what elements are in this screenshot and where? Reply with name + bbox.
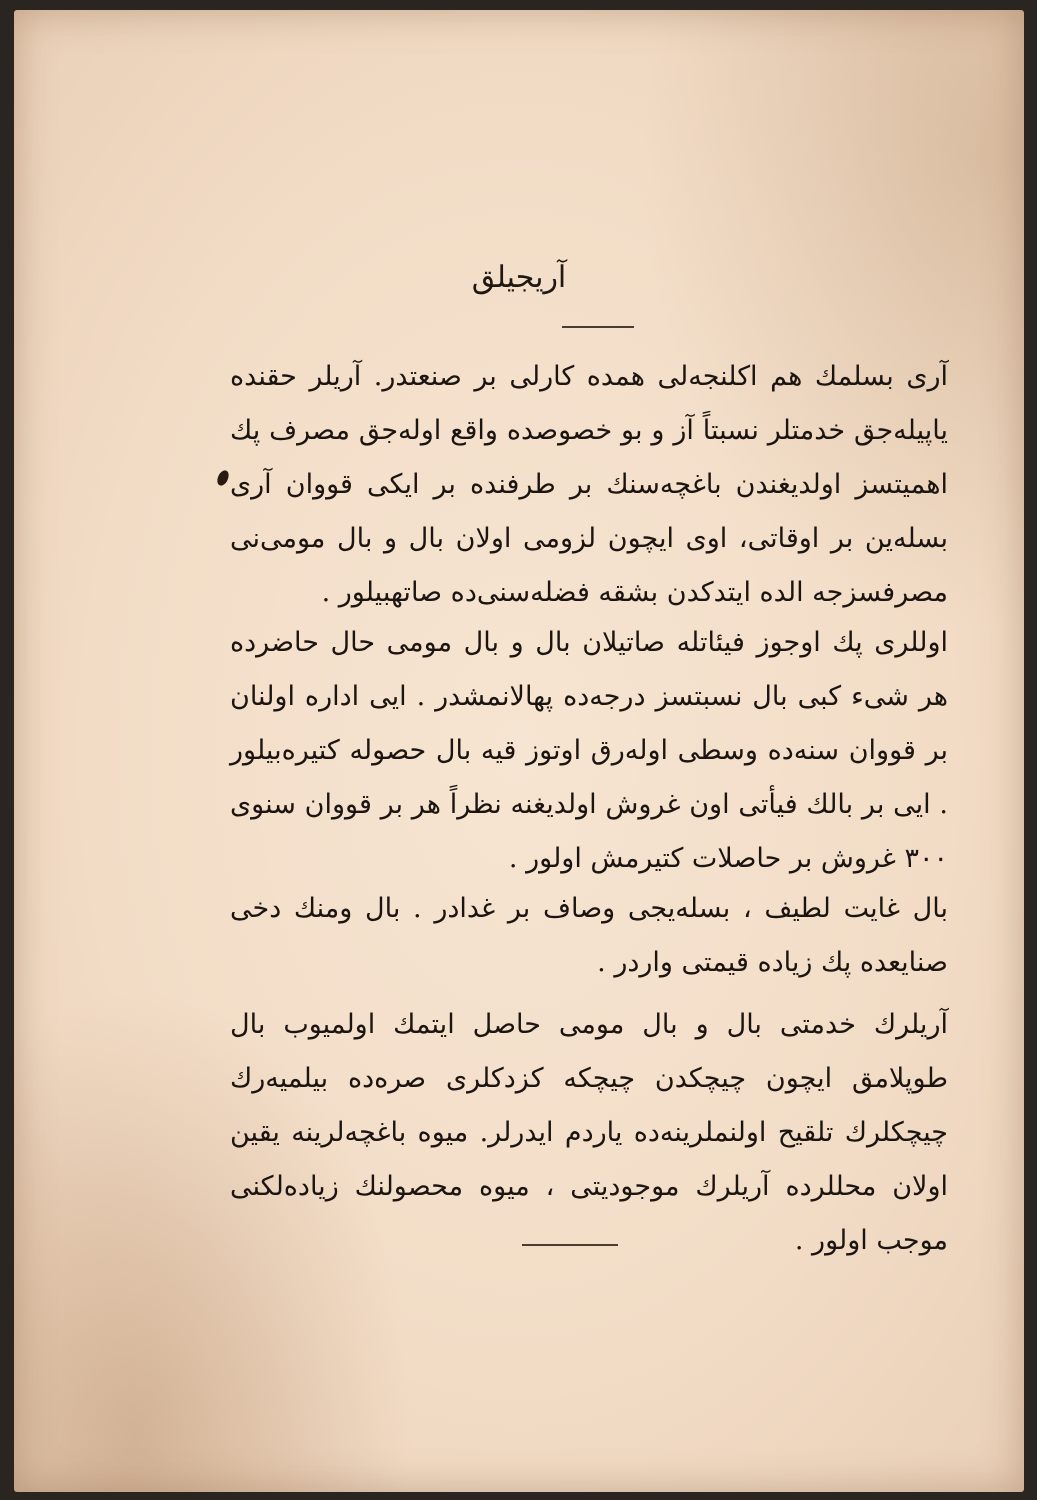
paragraph-2-text: اوللری پك اوجوز فیئاتله صاتیلان بال و بال مومی حال حاضرده هر شیء کبی بال نسبتسز درجه‌ده پهالانمشدر . ایی اداره اولنان بر قووان سنه‌ده وسطی اوله‌رق اوتوز قیه بال حصوله کتیره‌بیلور . ایی بر بالك فیأتی اون غروش اولدیغنه نظراً هر بر قووان سنوی ۳۰۰ غروش بر حاصلات کتیرمش اولور .	[230, 627, 948, 874]
paragraph-4-text: آریلرك خدمتی بال و بال مومی حاصل ایتمك اولمیوب بال طوپلامق ایچون چیچکدن چیچکه کزدکلری صره‌ده بیلمیه‌رك چیچکلرك تلقیح اولنملرینه‌ده یاردم ایدرلر. میوه باغچه‌لرینه یقین اولان محللرده آریلرك موجودیتی ، میوه محصولنك زیاده‌لکنی موجب اولور .	[230, 1009, 948, 1256]
document-page	[14, 10, 1024, 1492]
paragraph-1-text: آری بسلمك هم اکلنجه‌لی همده کارلی بر صنعتدر. آریلر حقنده یاپیله‌جق خدمتلر نسبتاً آز و بو خصوصده واقع اوله‌جق مصرف پك اهمیتسز اولدیغندن باغچه‌سنك بر طرفنده بر ایکی قووان آری بسله‌ین بر اوقاتی، اوی ایچون لزومی اولان بال و بال مومی‌نی مصرفسزجه الده ایتدکدن بشقه فضله‌سنی‌ده صاتهبیلور .	[230, 361, 948, 608]
title-divider	[562, 326, 634, 328]
paragraph-4	[230, 998, 970, 1268]
paragraph-2	[230, 616, 970, 886]
paragraph-3-text: بال غایت لطیف ، بسله‌یجی وصاف بر غدادر . بال ومنك دخی صنایعده پك زیاده قیمتی واردر .	[230, 893, 948, 978]
paragraph-3	[230, 882, 970, 990]
paragraph-1	[230, 350, 970, 620]
end-divider	[522, 1244, 618, 1246]
page-title: آریجیلق	[471, 260, 567, 295]
